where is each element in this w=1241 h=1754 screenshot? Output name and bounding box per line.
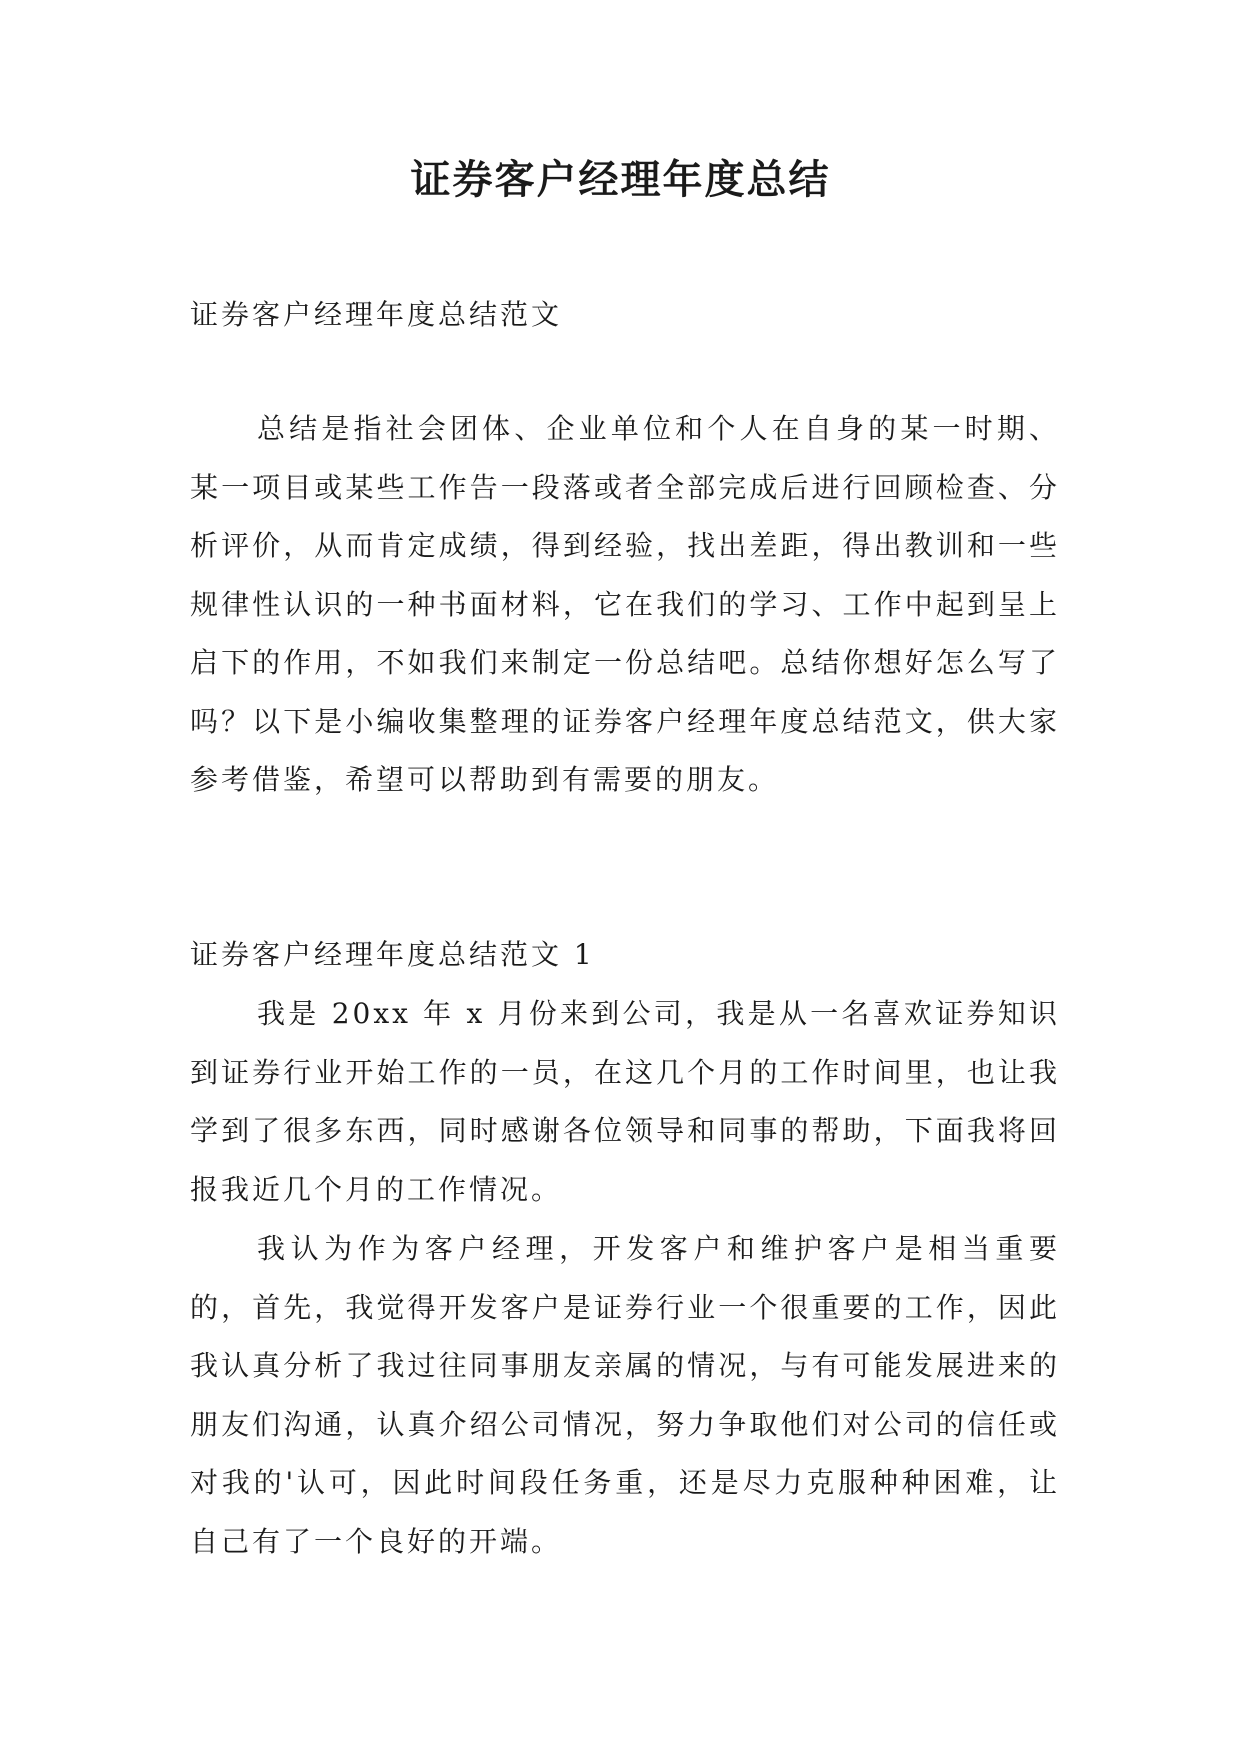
body-paragraph-1: 我是 20xx 年 x 月份来到公司，我是从一名喜欢证券知识到证券行业开始工作的一员，在这几个月的工作时间里，也让我学到了很多东西，同时感谢各位领导和同事的帮助，下面我将回报我近几个月的工作情况。 bbox=[190, 997, 1060, 1206]
intro-paragraph: 总结是指社会团体、企业单位和个人在自身的某一时期、某一项目或某些工作告一段落或者全部完成后进行回顾检查、分析评价，从而肯定成绩，得到经验，找出差距，得出教训和一些规律性认识的一种书面材料，它在我们的学习、工作中起到呈上启下的作用，不如我们来制定一份总结吧。总结你想好怎么写了吗？以下是小编收集整理的证券客户经理年度总结范文，供大家参考借鉴，希望可以帮助到有需要的朋友。 bbox=[190, 412, 1060, 796]
document-subtitle: 证券客户经理年度总结范文 bbox=[190, 298, 563, 331]
body-paragraph-2: 我认为作为客户经理，开发客户和维护客户是相当重要的，首先，我觉得开发客户是证券行业一个很重要的工作，因此我认真分析了我过往同事朋友亲属的情况，与有可能发展进来的朋友们沟通，认真介绍公司情况，努力争取他们对公司的信任或对我的'认可，因此时间段任务重，还是尽力克服种种困难，让自己有了一个良好的开端。 bbox=[190, 1232, 1060, 1558]
document-title: 证券客户经理年度总结 bbox=[410, 156, 831, 203]
section-heading: 证券客户经理年度总结范文 1 bbox=[190, 938, 595, 971]
